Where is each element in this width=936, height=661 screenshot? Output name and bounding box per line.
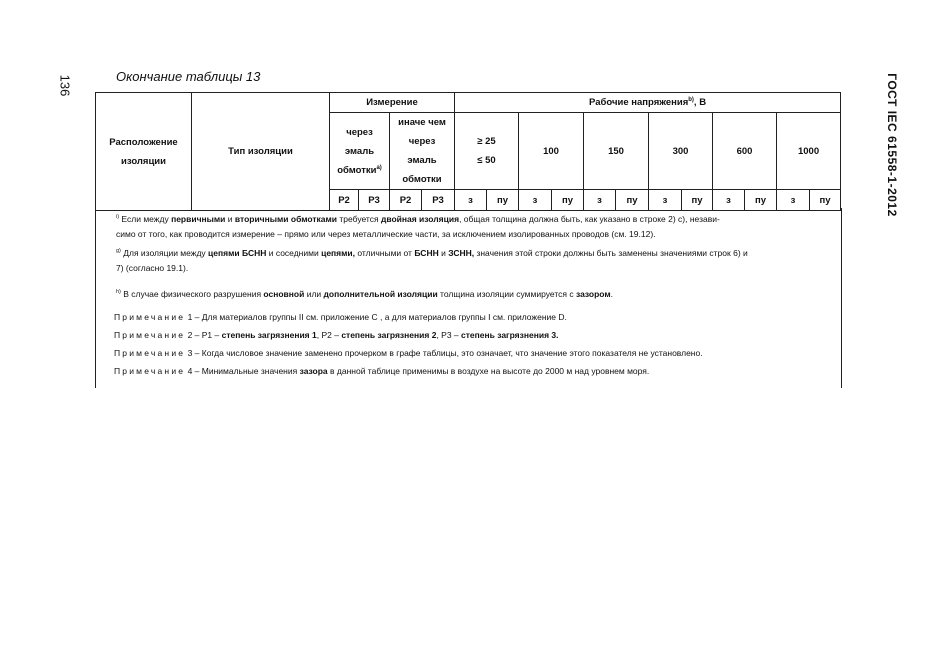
measurement-header: Измерение bbox=[330, 93, 455, 113]
insulation-type-header: Тип изоляции bbox=[192, 93, 330, 211]
voltage-header-text: Рабочие напряжения bbox=[589, 97, 689, 108]
page-number: 136 bbox=[57, 74, 73, 97]
header-line: изоляции bbox=[121, 155, 166, 167]
fn-text: отличными от bbox=[355, 247, 415, 258]
fn-text: . bbox=[610, 288, 614, 299]
working-voltage-header bbox=[455, 93, 841, 113]
note-text: 2 – Р1 – bbox=[187, 330, 222, 340]
fn-bold: цепями БСНН bbox=[208, 247, 267, 258]
fn-bold: двойная изоляция bbox=[380, 213, 460, 224]
note-2 bbox=[114, 326, 559, 344]
voltage-line: ≤ 50 bbox=[477, 155, 496, 166]
note-text: , Р3 – bbox=[436, 330, 462, 340]
measurement-other-than-enamel bbox=[390, 113, 455, 190]
footnote-mark: g) bbox=[116, 248, 121, 254]
voltage-100: 100 bbox=[519, 113, 584, 190]
note-bold: зазора bbox=[299, 366, 328, 376]
insulation-location-header bbox=[96, 93, 192, 211]
footnote-g-line2: 7) (согласно 19.1). bbox=[116, 263, 189, 273]
note-text: 3 – Когда числовое значение заменено прочерком в графе таблицы, это означает, что значение этого показателя не установлено. bbox=[187, 348, 703, 358]
footnote-mark: i) bbox=[116, 214, 120, 220]
header-line bbox=[330, 161, 389, 180]
fn-text: В случае физического разрушения bbox=[120, 288, 264, 299]
fn-text: толщина изоляции суммируется с bbox=[437, 288, 576, 299]
voltage-25-50 bbox=[455, 113, 519, 190]
fn-text: значения этой строки должны быть заменены значениями строк 6) и bbox=[474, 247, 748, 258]
note-3 bbox=[114, 344, 703, 362]
creepage-col: пу bbox=[745, 190, 777, 211]
header-line: Расположение bbox=[109, 136, 178, 148]
fn-bold: БСНН bbox=[414, 247, 439, 258]
header-line: эмаль bbox=[407, 155, 437, 166]
note-word: Примечание bbox=[114, 330, 186, 340]
header-line: иначе чем bbox=[398, 117, 446, 128]
voltage-line: ≥ 25 bbox=[477, 136, 496, 147]
clearance-col: з bbox=[519, 190, 552, 211]
creepage-col: пу bbox=[552, 190, 584, 211]
creepage-col: пу bbox=[487, 190, 519, 211]
clearance-col: з bbox=[777, 190, 810, 211]
pollution-col: Р3 bbox=[359, 190, 390, 211]
header-line: обмотки bbox=[402, 174, 442, 185]
header-line: эмаль bbox=[344, 145, 375, 157]
fn-bold: зазором bbox=[575, 288, 611, 299]
fn-text: требуется bbox=[337, 213, 381, 224]
voltage-600: 600 bbox=[713, 113, 777, 190]
note-1 bbox=[114, 308, 567, 326]
voltage-150: 150 bbox=[584, 113, 649, 190]
fn-text: или bbox=[304, 288, 324, 299]
note-text: в данной таблице применимы в воздухе на высоте до 2000 м над уровнем моря. bbox=[327, 366, 650, 376]
note-text: , Р2 – bbox=[316, 330, 342, 340]
header-line: через bbox=[346, 126, 373, 138]
note-text: 1 – Для материалов группы II см. приложение С , а для материалов группы I см. приложение D. bbox=[187, 312, 567, 322]
note-word: Примечание bbox=[114, 312, 186, 322]
footnote-mark: h) bbox=[116, 289, 121, 295]
footnote-h bbox=[116, 283, 836, 303]
fn-bold: вторичными обмотками bbox=[234, 213, 338, 224]
fn-text: Для изоляции между bbox=[120, 247, 209, 258]
measurement-through-enamel bbox=[330, 113, 390, 190]
document-code: ГОСТ IEC 61558-1-2012 bbox=[885, 73, 899, 217]
fn-bold: первичными bbox=[171, 213, 226, 224]
creepage-col: пу bbox=[682, 190, 713, 211]
fn-text: и bbox=[438, 247, 449, 258]
fn-bold: основной bbox=[263, 288, 305, 299]
header-line: через bbox=[408, 136, 436, 147]
creepage-col: пу bbox=[616, 190, 649, 211]
pollution-col: Р3 bbox=[422, 190, 455, 211]
fn-text: Если между bbox=[119, 213, 172, 224]
fn-bold: ЗСНН, bbox=[448, 247, 475, 258]
fn-text: и bbox=[225, 213, 235, 224]
note-bold: степень загрязнения 3. bbox=[461, 330, 559, 340]
clearance-col: з bbox=[584, 190, 616, 211]
footnote-i-line2: симо от того, как проводится измерение – прямо или через металлические части, за исключением изолированных проводов (см. 19.12). bbox=[116, 229, 656, 239]
fn-text: , общая толщина должна быть, как указано в строке 2) с), незави- bbox=[459, 213, 720, 224]
table-caption: Окончание таблицы 13 bbox=[116, 69, 261, 84]
voltage-300: 300 bbox=[649, 113, 713, 190]
voltage-1000: 1000 bbox=[777, 113, 841, 190]
clearance-col: з bbox=[455, 190, 487, 211]
creepage-col: пу bbox=[810, 190, 841, 211]
note-word: Примечание bbox=[114, 366, 186, 376]
header-text: обмотки bbox=[337, 164, 377, 176]
pollution-col: Р2 bbox=[330, 190, 359, 211]
note-bold: степень загрязнения 2 bbox=[341, 330, 437, 340]
note-bold: степень загрязнения 1 bbox=[221, 330, 317, 340]
fn-text: и соседними bbox=[266, 247, 322, 258]
insulation-table bbox=[95, 92, 841, 211]
clearance-col: з bbox=[649, 190, 682, 211]
clearance-col: з bbox=[713, 190, 745, 211]
note-4 bbox=[114, 362, 649, 380]
note-text: 4 – Минимальные значения bbox=[187, 366, 300, 376]
voltage-header-sup: b) bbox=[688, 96, 694, 103]
pollution-col: Р2 bbox=[390, 190, 422, 211]
note-word: Примечание bbox=[114, 348, 186, 358]
voltage-header-unit: , В bbox=[693, 97, 707, 108]
fn-bold: цепями, bbox=[321, 247, 356, 258]
fn-bold: дополнительной изоляции bbox=[323, 288, 438, 299]
footnote-mark: a) bbox=[376, 164, 382, 171]
footnotes-area bbox=[95, 208, 842, 388]
